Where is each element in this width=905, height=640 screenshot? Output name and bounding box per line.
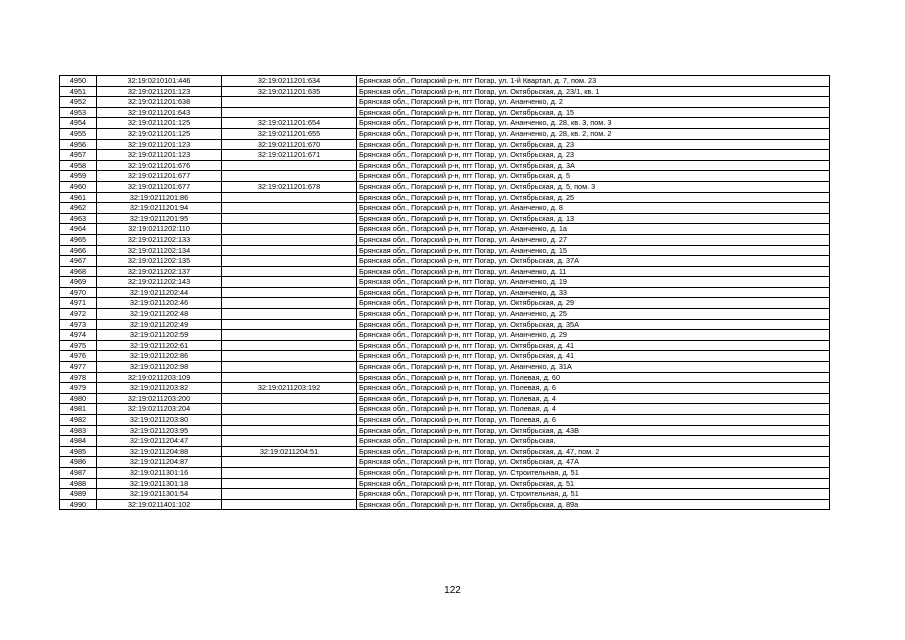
related-cadastral-number-cell: 32:19:0211203:192 — [222, 383, 357, 394]
row-number-cell: 4983 — [60, 425, 97, 436]
related-cadastral-number-cell — [222, 415, 357, 426]
related-cadastral-number-cell: 32:19:0211201:655 — [222, 128, 357, 139]
cadastral-number-cell: 32:19:0211201:125 — [97, 128, 222, 139]
related-cadastral-number-cell — [222, 499, 357, 510]
table-row — [60, 203, 830, 214]
cadastral-number-cell: 32:19:0211202:133 — [97, 234, 222, 245]
row-number-cell: 4978 — [60, 372, 97, 383]
related-cadastral-number-cell — [222, 192, 357, 203]
cadastral-number-cell: 32:19:0211203:204 — [97, 404, 222, 415]
address-cell: Брянская обл., Погарский р-н, пгт Погар, ул. Октябрьская, д. 43В — [357, 425, 830, 436]
related-cadastral-number-cell — [222, 213, 357, 224]
row-number-cell: 4969 — [60, 277, 97, 288]
cadastral-number-cell: 32:19:0211201:123 — [97, 86, 222, 97]
address-cell: Брянская обл., Погарский р-н, пгт Погар, ул. Ананченко, д. 31А — [357, 362, 830, 373]
row-number-cell: 4985 — [60, 446, 97, 457]
table-row — [60, 128, 830, 139]
address-cell: Брянская обл., Погарский р-н, пгт Погар, ул. Полевая, д. 6 — [357, 383, 830, 394]
row-number-cell: 4964 — [60, 224, 97, 235]
row-number-cell: 4982 — [60, 415, 97, 426]
address-cell: Брянская обл., Погарский р-н, пгт Погар, ул. Ананченко, д. 2 — [357, 97, 830, 108]
address-cell: Брянская обл., Погарский р-н, пгт Погар, ул. Ананченко, д. 28, кв. 3, пом. 3 — [357, 118, 830, 129]
row-number-cell: 4977 — [60, 362, 97, 373]
address-cell: Брянская обл., Погарский р-н, пгт Погар, ул. Полевая, д. 4 — [357, 404, 830, 415]
row-number-cell: 4951 — [60, 86, 97, 97]
row-number-cell: 4955 — [60, 128, 97, 139]
table-row — [60, 499, 830, 510]
related-cadastral-number-cell — [222, 107, 357, 118]
address-cell: Брянская обл., Погарский р-н, пгт Погар, ул. Октябрьская, д. 51 — [357, 478, 830, 489]
related-cadastral-number-cell — [222, 425, 357, 436]
cadastral-number-cell: 32:19:0211201:95 — [97, 213, 222, 224]
table-row — [60, 298, 830, 309]
table-row — [60, 245, 830, 256]
cadastral-number-cell: 32:19:0211202:59 — [97, 330, 222, 341]
related-cadastral-number-cell — [222, 224, 357, 235]
row-number-cell: 4954 — [60, 118, 97, 129]
address-cell: Брянская обл., Погарский р-н, пгт Погар, ул. Октябрьская, д. 29 — [357, 298, 830, 309]
address-cell: Брянская обл., Погарский р-н, пгт Погар, ул. Октябрьская, — [357, 436, 830, 447]
address-cell: Брянская обл., Погарский р-н, пгт Погар, ул. Ананченко, д. 19 — [357, 277, 830, 288]
cadastral-number-cell: 32:19:0211202:49 — [97, 319, 222, 330]
table-row — [60, 404, 830, 415]
table-row — [60, 446, 830, 457]
cadastral-number-cell: 32:19:0211202:48 — [97, 309, 222, 320]
address-cell: Брянская обл., Погарский р-н, пгт Погар, ул. Октябрьская, д. 23 — [357, 150, 830, 161]
related-cadastral-number-cell: 32:19:0211201:678 — [222, 181, 357, 192]
related-cadastral-number-cell — [222, 287, 357, 298]
table-row — [60, 383, 830, 394]
row-number-cell: 4965 — [60, 234, 97, 245]
address-cell: Брянская обл., Погарский р-н, пгт Погар, ул. Октябрьская, д. 5 — [357, 171, 830, 182]
related-cadastral-number-cell — [222, 489, 357, 500]
address-cell: Брянская обл., Погарский р-н, пгт Погар, ул. Октябрьская, д. 41 — [357, 351, 830, 362]
table-row — [60, 256, 830, 267]
table-row — [60, 192, 830, 203]
row-number-cell: 4952 — [60, 97, 97, 108]
cadastral-number-cell: 32:19:0211203:82 — [97, 383, 222, 394]
cadastral-number-cell: 32:19:0211203:80 — [97, 415, 222, 426]
table-row — [60, 330, 830, 341]
registry-table-body — [60, 76, 830, 510]
cadastral-number-cell: 32:19:0211201:638 — [97, 97, 222, 108]
cadastral-number-cell: 32:19:0211203:109 — [97, 372, 222, 383]
related-cadastral-number-cell — [222, 330, 357, 341]
related-cadastral-number-cell — [222, 298, 357, 309]
address-cell: Брянская обл., Погарский р-н, пгт Погар, ул. Октябрьская, д. 23/1, кв. 1 — [357, 86, 830, 97]
address-cell: Брянская обл., Погарский р-н, пгт Погар, ул. Строительная, д. 51 — [357, 489, 830, 500]
table-row — [60, 181, 830, 192]
table-row — [60, 309, 830, 320]
address-cell: Брянская обл., Погарский р-н, пгт Погар, ул. Полевая, д. 60 — [357, 372, 830, 383]
row-number-cell: 4980 — [60, 393, 97, 404]
address-cell: Брянская обл., Погарский р-н, пгт Погар, ул. Ананченко, д. 25 — [357, 309, 830, 320]
related-cadastral-number-cell: 32:19:0211201:654 — [222, 118, 357, 129]
address-cell: Брянская обл., Погарский р-н, пгт Погар, ул. Октябрьская, д. 25 — [357, 192, 830, 203]
address-cell: Брянская обл., Погарский р-н, пгт Погар, ул. Октябрьская, д. 15 — [357, 107, 830, 118]
address-cell: Брянская обл., Погарский р-н, пгт Погар, ул. Октябрьская, д. 13 — [357, 213, 830, 224]
table-row — [60, 425, 830, 436]
cadastral-number-cell: 32:19:0211201:643 — [97, 107, 222, 118]
related-cadastral-number-cell — [222, 245, 357, 256]
cadastral-number-cell: 32:19:0211301:54 — [97, 489, 222, 500]
related-cadastral-number-cell — [222, 160, 357, 171]
row-number-cell: 4976 — [60, 351, 97, 362]
table-row — [60, 393, 830, 404]
cadastral-number-cell: 32:19:0211204:47 — [97, 436, 222, 447]
row-number-cell: 4981 — [60, 404, 97, 415]
table-row — [60, 224, 830, 235]
related-cadastral-number-cell — [222, 234, 357, 245]
table-row — [60, 118, 830, 129]
cadastral-number-cell: 32:19:0211201:123 — [97, 150, 222, 161]
cadastral-number-cell: 32:19:0211202:46 — [97, 298, 222, 309]
related-cadastral-number-cell — [222, 319, 357, 330]
row-number-cell: 4966 — [60, 245, 97, 256]
cadastral-number-cell: 32:19:0211201:86 — [97, 192, 222, 203]
cadastral-number-cell: 32:19:0211401:102 — [97, 499, 222, 510]
address-cell: Брянская обл., Погарский р-н, пгт Погар, ул. Октябрьская, д. 3А — [357, 160, 830, 171]
related-cadastral-number-cell — [222, 277, 357, 288]
row-number-cell: 4958 — [60, 160, 97, 171]
table-row — [60, 362, 830, 373]
cadastral-number-cell: 32:19:0211204:88 — [97, 446, 222, 457]
address-cell: Брянская обл., Погарский р-н, пгт Погар, ул. Ананченко, д. 15 — [357, 245, 830, 256]
address-cell: Брянская обл., Погарский р-н, пгт Погар, ул. 1-й Квартал, д. 7, пом. 23 — [357, 76, 830, 87]
table-row — [60, 107, 830, 118]
cadastral-number-cell: 32:19:0211202:61 — [97, 340, 222, 351]
cadastral-number-cell: 32:19:0211202:137 — [97, 266, 222, 277]
related-cadastral-number-cell: 32:19:0211201:634 — [222, 76, 357, 87]
cadastral-number-cell: 32:19:0211201:677 — [97, 181, 222, 192]
address-cell: Брянская обл., Погарский р-н, пгт Погар, ул. Октябрьская, д. 23 — [357, 139, 830, 150]
table-row — [60, 150, 830, 161]
table-row — [60, 76, 830, 87]
row-number-cell: 4960 — [60, 181, 97, 192]
related-cadastral-number-cell — [222, 478, 357, 489]
address-cell: Брянская обл., Погарский р-н, пгт Погар, ул. Ананченко, д. 1а — [357, 224, 830, 235]
row-number-cell: 4979 — [60, 383, 97, 394]
related-cadastral-number-cell: 32:19:0211201:670 — [222, 139, 357, 150]
cadastral-number-cell: 32:19:0210101:446 — [97, 76, 222, 87]
related-cadastral-number-cell: 32:19:0211201:671 — [222, 150, 357, 161]
table-row — [60, 234, 830, 245]
row-number-cell: 4984 — [60, 436, 97, 447]
table-row — [60, 213, 830, 224]
table-row — [60, 372, 830, 383]
related-cadastral-number-cell — [222, 309, 357, 320]
table-row — [60, 340, 830, 351]
cadastral-number-cell: 32:19:0211202:98 — [97, 362, 222, 373]
cadastral-number-cell: 32:19:0211201:94 — [97, 203, 222, 214]
row-number-cell: 4950 — [60, 76, 97, 87]
table-row — [60, 457, 830, 468]
related-cadastral-number-cell — [222, 404, 357, 415]
related-cadastral-number-cell — [222, 340, 357, 351]
related-cadastral-number-cell — [222, 436, 357, 447]
address-cell: Брянская обл., Погарский р-н, пгт Погар, ул. Октябрьская, д. 89а — [357, 499, 830, 510]
table-row — [60, 351, 830, 362]
table-row — [60, 287, 830, 298]
row-number-cell: 4973 — [60, 319, 97, 330]
cadastral-number-cell: 32:19:0211202:86 — [97, 351, 222, 362]
cadastral-number-cell: 32:19:0211201:123 — [97, 139, 222, 150]
cadastral-number-cell: 32:19:0211203:95 — [97, 425, 222, 436]
address-cell: Брянская обл., Погарский р-н, пгт Погар, ул. Ананченко, д. 28, кв. 2, пом. 2 — [357, 128, 830, 139]
page-number: 122 — [444, 585, 461, 596]
related-cadastral-number-cell — [222, 203, 357, 214]
cadastral-number-cell: 32:19:0211301:16 — [97, 467, 222, 478]
cadastral-number-cell: 32:19:0211204:87 — [97, 457, 222, 468]
row-number-cell: 4963 — [60, 213, 97, 224]
address-cell: Брянская обл., Погарский р-н, пгт Погар, ул. Ананченко, д. 33 — [357, 287, 830, 298]
address-cell: Брянская обл., Погарский р-н, пгт Погар, ул. Октябрьская, д. 5, пом. 3 — [357, 181, 830, 192]
table-row — [60, 86, 830, 97]
related-cadastral-number-cell: 32:19:0211204:51 — [222, 446, 357, 457]
address-cell: Брянская обл., Погарский р-н, пгт Погар, ул. Полевая, д. 6 — [357, 415, 830, 426]
cadastral-number-cell: 32:19:0211202:44 — [97, 287, 222, 298]
table-row — [60, 97, 830, 108]
table-row — [60, 467, 830, 478]
row-number-cell: 4968 — [60, 266, 97, 277]
row-number-cell: 4953 — [60, 107, 97, 118]
row-number-cell: 4957 — [60, 150, 97, 161]
cadastral-number-cell: 32:19:0211201:125 — [97, 118, 222, 129]
table-row — [60, 277, 830, 288]
cadastral-number-cell: 32:19:0211201:677 — [97, 171, 222, 182]
related-cadastral-number-cell — [222, 171, 357, 182]
related-cadastral-number-cell — [222, 372, 357, 383]
row-number-cell: 4986 — [60, 457, 97, 468]
table-row — [60, 478, 830, 489]
row-number-cell: 4970 — [60, 287, 97, 298]
row-number-cell: 4990 — [60, 499, 97, 510]
address-cell: Брянская обл., Погарский р-н, пгт Погар, ул. Октябрьская, д. 37А — [357, 256, 830, 267]
related-cadastral-number-cell — [222, 457, 357, 468]
address-cell: Брянская обл., Погарский р-н, пгт Погар, ул. Ананченко, д. 27 — [357, 234, 830, 245]
address-cell: Брянская обл., Погарский р-н, пгт Погар, ул. Октябрьская, д. 35А — [357, 319, 830, 330]
row-number-cell: 4989 — [60, 489, 97, 500]
address-cell: Брянская обл., Погарский р-н, пгт Погар, ул. Ананченко, д. 11 — [357, 266, 830, 277]
registry-table — [59, 75, 830, 510]
row-number-cell: 4967 — [60, 256, 97, 267]
table-row — [60, 160, 830, 171]
cadastral-number-cell: 32:19:0211301:18 — [97, 478, 222, 489]
related-cadastral-number-cell — [222, 266, 357, 277]
related-cadastral-number-cell — [222, 393, 357, 404]
cadastral-number-cell: 32:19:0211201:676 — [97, 160, 222, 171]
address-cell: Брянская обл., Погарский р-н, пгт Погар, ул. Октябрьская, д. 47, пом. 2 — [357, 446, 830, 457]
table-row — [60, 415, 830, 426]
related-cadastral-number-cell: 32:19:0211201:635 — [222, 86, 357, 97]
cadastral-number-cell: 32:19:0211202:135 — [97, 256, 222, 267]
related-cadastral-number-cell — [222, 467, 357, 478]
cadastral-number-cell: 32:19:0211202:143 — [97, 277, 222, 288]
related-cadastral-number-cell — [222, 351, 357, 362]
address-cell: Брянская обл., Погарский р-н, пгт Погар, ул. Ананченко, д. 8 — [357, 203, 830, 214]
address-cell: Брянская обл., Погарский р-н, пгт Погар, ул. Октябрьская, д. 41 — [357, 340, 830, 351]
row-number-cell: 4972 — [60, 309, 97, 320]
address-cell: Брянская обл., Погарский р-н, пгт Погар, ул. Ананченко, д. 29 — [357, 330, 830, 341]
cadastral-number-cell: 32:19:0211202:134 — [97, 245, 222, 256]
row-number-cell: 4988 — [60, 478, 97, 489]
table-row — [60, 436, 830, 447]
address-cell: Брянская обл., Погарский р-н, пгт Погар, ул. Октябрьская, д. 47А — [357, 457, 830, 468]
table-row — [60, 171, 830, 182]
row-number-cell: 4975 — [60, 340, 97, 351]
row-number-cell: 4987 — [60, 467, 97, 478]
row-number-cell: 4962 — [60, 203, 97, 214]
cadastral-number-cell: 32:19:0211202:110 — [97, 224, 222, 235]
address-cell: Брянская обл., Погарский р-н, пгт Погар, ул. Полевая, д. 4 — [357, 393, 830, 404]
table-row — [60, 139, 830, 150]
table-row — [60, 319, 830, 330]
row-number-cell: 4956 — [60, 139, 97, 150]
related-cadastral-number-cell — [222, 97, 357, 108]
table-row — [60, 266, 830, 277]
table-row — [60, 489, 830, 500]
row-number-cell: 4971 — [60, 298, 97, 309]
row-number-cell: 4974 — [60, 330, 97, 341]
cadastral-number-cell: 32:19:0211203:200 — [97, 393, 222, 404]
related-cadastral-number-cell — [222, 362, 357, 373]
address-cell: Брянская обл., Погарский р-н, пгт Погар, ул. Строительная, д. 51 — [357, 467, 830, 478]
row-number-cell: 4959 — [60, 171, 97, 182]
related-cadastral-number-cell — [222, 256, 357, 267]
row-number-cell: 4961 — [60, 192, 97, 203]
